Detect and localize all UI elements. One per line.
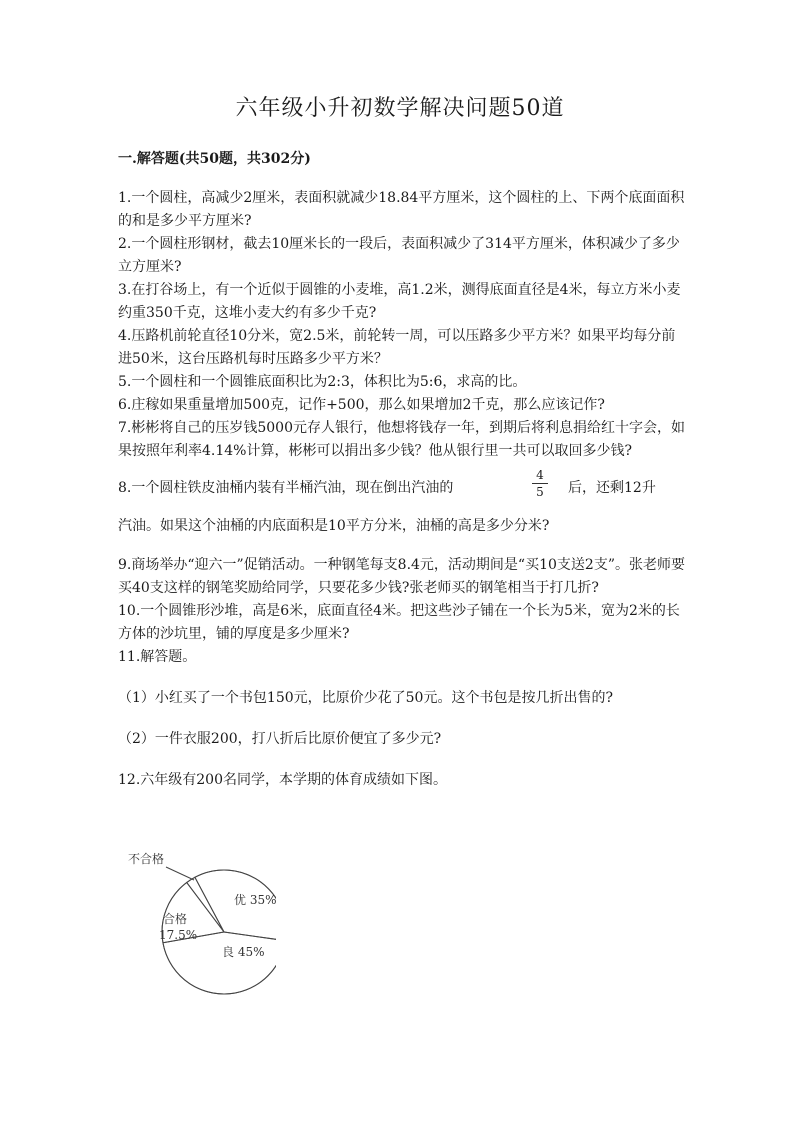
question-11: 11.解答题。 [118,649,197,665]
pie-label-you: 优 35% [234,893,276,907]
question-8-after: 后，还剩12升 [568,480,656,496]
question-10: 10.一个圆锥形沙堆，高是6米，底面直径4米。把这些沙子铺在一个长为5米，宽为2米的长方体的沙坑里，铺的厚度是多少厘米? [118,603,680,642]
question-list [118,187,686,792]
question-5: 5.一个圆柱和一个圆锥底面积比为2:3，体积比为5:6，求高的比。 [118,374,527,390]
pie-chart-svg [126,846,276,996]
question-12: 12.六年级有200名同学，本学期的体育成绩如下图。 [118,772,447,788]
question-8 [118,468,686,503]
pie-leader-line [166,867,194,880]
pie-chart [126,846,276,996]
pie-label-liang: 良 45% [222,945,265,959]
pie-label-hege-percent: 17.5% [159,928,198,942]
question-3: 3.在打谷场上，有一个近似于圆锥的小麦堆，高1.2米，测得底面直径是4米，每立方米小麦约重350千克，这堆小麦大约有多少千克? [118,282,681,321]
question-9: 9.商场举办“迎六一”促销活动。一种钢笔每支8.4元，活动期间是“买10支送2支”。张老师要买40支这样的钢笔奖励给同学，只要花多少钱?张老师买的钢笔相当于打几折? [118,557,685,596]
fraction [532,467,548,500]
question-8-text: 8.一个圆柱铁皮油桶内装有半桶汽油，现在倒出汽油的 [118,480,454,496]
question-1: 1.一个圆柱，高减少2厘米，表面积就减少18.84平方厘米，这个圆柱的上、下两个底面面积的和是多少平方厘米? [118,190,685,229]
pie-label-buhege: 不合格 [128,852,165,866]
question-6: 6.庄稼如果重量增加500克，记作+500，那么如果增加2千克，那么应该记作? [118,397,605,413]
question-2: 2.一个圆柱形钢材，截去10厘米长的一段后，表面积减少了314平方厘米，体积减少了多少立方厘米? [118,236,680,275]
question-8-continued: 汽油。如果这个油桶的内底面积是10平方分米，油桶的高是多少分米? [118,518,550,534]
question-7: 7.彬彬将自己的压岁钱5000元存人银行，他想将钱存一年，到期后将利息捐给红十字会，如果按照年利率4.14%计算，彬彬可以捐出多少钱？他从银行里一共可以取回多少钱? [118,420,685,459]
question-11-part-2: （2）一件衣服200，打八折后比原价便宜了多少元? [118,731,442,747]
question-4: 4.压路机前轮直径10分米，宽2.5米，前轮转一周，可以压路多少平方米？如果平均每分前进50米，这台压路机每时压路多少平方米？ [118,328,676,367]
pie-label-hege: 合格 [163,912,188,926]
fraction-numerator: 4 [532,467,548,484]
page-title: 六年级小升初数学解决问题50道 [235,96,565,121]
section-heading: 一.解答题(共50题，共302分) [118,151,311,167]
fraction-denominator: 5 [536,485,544,499]
question-11-part-1: （1）小红买了一个书包150元，比原价少花了50元。这个书包是按几折出售的? [118,690,613,706]
